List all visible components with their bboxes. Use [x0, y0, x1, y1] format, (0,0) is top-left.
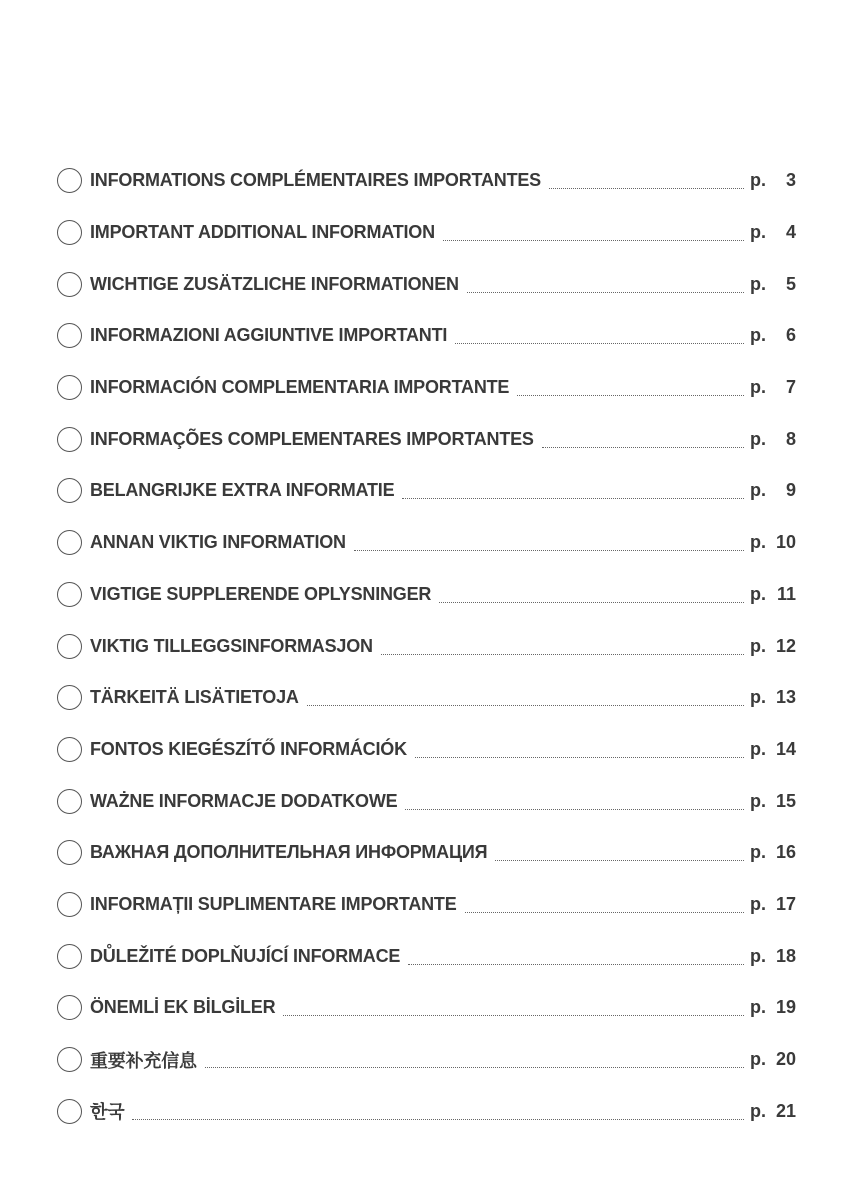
checkbox-circle-icon[interactable]	[57, 323, 82, 348]
checkbox-circle-icon[interactable]	[57, 634, 82, 659]
toc-entry-page	[750, 636, 796, 657]
toc-entry-nl[interactable]	[57, 465, 796, 517]
checkbox-circle-icon[interactable]	[57, 892, 82, 917]
toc-entry-title: INFORMATIONS COMPLÉMENTAIRES IMPORTANTES	[90, 170, 541, 191]
toc-entry-title: TÄRKEITÄ LISÄTIETOJA	[90, 687, 299, 708]
toc-entry-title: INFORMAZIONI AGGIUNTIVE IMPORTANTI	[90, 325, 448, 346]
page-number: 16	[775, 842, 796, 863]
toc-entry-ru[interactable]	[57, 827, 796, 879]
dot-leader	[542, 435, 744, 448]
page-prefix: p.	[750, 1100, 766, 1121]
toc-entry-title: ВАЖНАЯ ДОПОЛНИТЕЛЬНАЯ ИНФОРМАЦИЯ	[90, 842, 488, 863]
dot-leader	[549, 176, 744, 189]
toc-entry-page	[750, 170, 796, 191]
toc-entry-title: IMPORTANT ADDITIONAL INFORMATION	[90, 222, 435, 243]
page-prefix: p.	[750, 1049, 766, 1070]
toc-entry-page	[750, 894, 796, 915]
toc-entry-page	[750, 842, 796, 863]
checkbox-circle-icon[interactable]	[57, 840, 82, 865]
checkbox-circle-icon[interactable]	[57, 1047, 82, 1072]
page-prefix: p.	[750, 687, 766, 708]
page-prefix: p.	[750, 893, 766, 914]
dot-leader	[381, 642, 744, 655]
toc-entry-da[interactable]	[57, 569, 796, 621]
toc-entry-hu[interactable]	[57, 724, 796, 776]
dot-leader	[465, 900, 744, 913]
toc-entry-page	[750, 687, 796, 708]
dot-leader	[307, 693, 744, 706]
dot-leader	[467, 280, 744, 293]
toc-entry-en[interactable]	[57, 207, 796, 259]
toc-entry-page	[750, 325, 796, 346]
dot-leader	[205, 1055, 744, 1068]
checkbox-circle-icon[interactable]	[57, 737, 82, 762]
checkbox-circle-icon[interactable]	[57, 168, 82, 193]
toc-entry-page	[750, 791, 796, 812]
toc-entry-title: INFORMACIÓN COMPLEMENTARIA IMPORTANTE	[90, 377, 510, 398]
page-prefix: p.	[750, 635, 766, 656]
checkbox-circle-icon[interactable]	[57, 427, 82, 452]
toc-entry-page	[750, 584, 796, 605]
page-number: 20	[775, 1049, 796, 1070]
checkbox-circle-icon[interactable]	[57, 478, 82, 503]
toc-entry-ro[interactable]	[57, 879, 796, 931]
toc-entry-title: WAŻNE INFORMACJE DODATKOWE	[90, 790, 398, 811]
page-number: 18	[775, 945, 796, 966]
toc-entry-fr[interactable]	[57, 155, 796, 207]
page-prefix: p.	[750, 997, 766, 1018]
toc-entry-page	[750, 739, 796, 760]
checkbox-circle-icon[interactable]	[57, 685, 82, 710]
toc-entry-page	[750, 480, 796, 501]
dot-leader	[443, 228, 744, 241]
dot-leader	[354, 538, 744, 551]
page-number: 8	[785, 428, 796, 449]
toc-entry-title: 重要补充信息	[90, 1050, 197, 1071]
checkbox-circle-icon[interactable]	[57, 530, 82, 555]
checkbox-circle-icon[interactable]	[57, 995, 82, 1020]
dot-leader	[415, 745, 744, 758]
page-number: 11	[776, 583, 796, 604]
dot-leader	[283, 1003, 744, 1016]
page-prefix: p.	[750, 480, 766, 501]
toc-entry-page	[750, 429, 796, 450]
page-prefix: p.	[750, 377, 766, 398]
toc-entry-title: VIKTIG TILLEGGSINFORMASJON	[90, 635, 373, 656]
toc-entry-title: FONTOS KIEGÉSZÍTŐ INFORMÁCIÓK	[90, 738, 407, 759]
checkbox-circle-icon[interactable]	[57, 272, 82, 297]
page-prefix: p.	[750, 222, 766, 243]
page-prefix: p.	[750, 170, 766, 191]
page-number: 9	[785, 480, 796, 501]
dot-leader	[402, 486, 744, 499]
page-number: 3	[785, 170, 796, 191]
toc-entry-title: ANNAN VIKTIG INFORMATION	[90, 532, 346, 553]
toc-entry-page	[750, 946, 796, 967]
dot-leader	[455, 331, 744, 344]
page-number: 13	[775, 687, 796, 708]
toc-entry-title: BELANGRIJKE EXTRA INFORMATIE	[90, 480, 395, 501]
page-prefix: p.	[750, 945, 766, 966]
page-number: 14	[775, 738, 796, 759]
checkbox-circle-icon[interactable]	[57, 220, 82, 245]
checkbox-circle-icon[interactable]	[57, 375, 82, 400]
toc-entry-it[interactable]	[57, 310, 796, 362]
page-prefix: p.	[750, 790, 766, 811]
checkbox-circle-icon[interactable]	[57, 789, 82, 814]
toc-entry-title: 한국	[90, 1102, 125, 1123]
toc-entry-title: WICHTIGE ZUSÄTZLICHE INFORMATIONEN	[90, 273, 459, 294]
page-prefix: p.	[750, 738, 766, 759]
page-prefix: p.	[750, 842, 766, 863]
toc-entry-title: VIGTIGE SUPPLERENDE OPLYSNINGER	[90, 583, 432, 604]
toc-entry-fi[interactable]	[57, 672, 796, 724]
dot-leader	[517, 383, 744, 396]
page-number: 21	[775, 1100, 796, 1121]
toc-entry-ko[interactable]	[57, 1085, 796, 1137]
toc-entry-title: DŮLEŽITÉ DOPLŇUJÍCÍ INFORMACE	[90, 945, 401, 966]
dot-leader	[408, 952, 744, 965]
toc-entry-pt[interactable]	[57, 413, 796, 465]
page-number: 6	[785, 325, 796, 346]
page-number: 7	[785, 377, 796, 398]
dot-leader	[405, 797, 744, 810]
toc-entry-page	[750, 1101, 796, 1122]
page-prefix: p.	[750, 532, 766, 553]
toc-entry-sv[interactable]	[57, 517, 796, 569]
checkbox-circle-icon[interactable]	[57, 1099, 82, 1124]
dot-leader	[439, 590, 744, 603]
toc-entry-page	[750, 532, 796, 553]
toc-entry-cs[interactable]	[57, 930, 796, 982]
page-number: 15	[775, 790, 796, 811]
page-prefix: p.	[750, 583, 766, 604]
page-prefix: p.	[750, 325, 766, 346]
toc-entry-es[interactable]	[57, 362, 796, 414]
toc-entry-title: INFORMAÇÕES COMPLEMENTARES IMPORTANTES	[90, 428, 534, 449]
page-number: 5	[785, 273, 796, 294]
page-number: 4	[785, 222, 796, 243]
toc-entry-title: ÖNEMLİ EK BİLGİLER	[90, 997, 276, 1018]
toc-entry-no[interactable]	[57, 620, 796, 672]
toc-entry-page	[750, 377, 796, 398]
toc-entry-pl[interactable]	[57, 775, 796, 827]
toc-entry-title: INFORMAȚII SUPLIMENTARE IMPORTANTE	[90, 893, 457, 914]
page-number: 17	[775, 893, 796, 914]
toc-entry-zh[interactable]	[57, 1034, 796, 1086]
toc-entry-de[interactable]	[57, 258, 796, 310]
dot-leader	[495, 848, 744, 861]
checkbox-circle-icon[interactable]	[57, 944, 82, 969]
dot-leader	[132, 1107, 744, 1120]
checkbox-circle-icon[interactable]	[57, 582, 82, 607]
page-prefix: p.	[750, 273, 766, 294]
toc-entry-tr[interactable]	[57, 982, 796, 1034]
toc-entry-page	[750, 274, 796, 295]
table-of-contents	[57, 155, 796, 1137]
page-prefix: p.	[750, 428, 766, 449]
toc-entry-page	[750, 222, 796, 243]
page-number: 12	[775, 635, 796, 656]
page-number: 10	[775, 532, 796, 553]
toc-entry-page	[750, 997, 796, 1018]
toc-entry-page	[750, 1049, 796, 1070]
page-number: 19	[775, 997, 796, 1018]
